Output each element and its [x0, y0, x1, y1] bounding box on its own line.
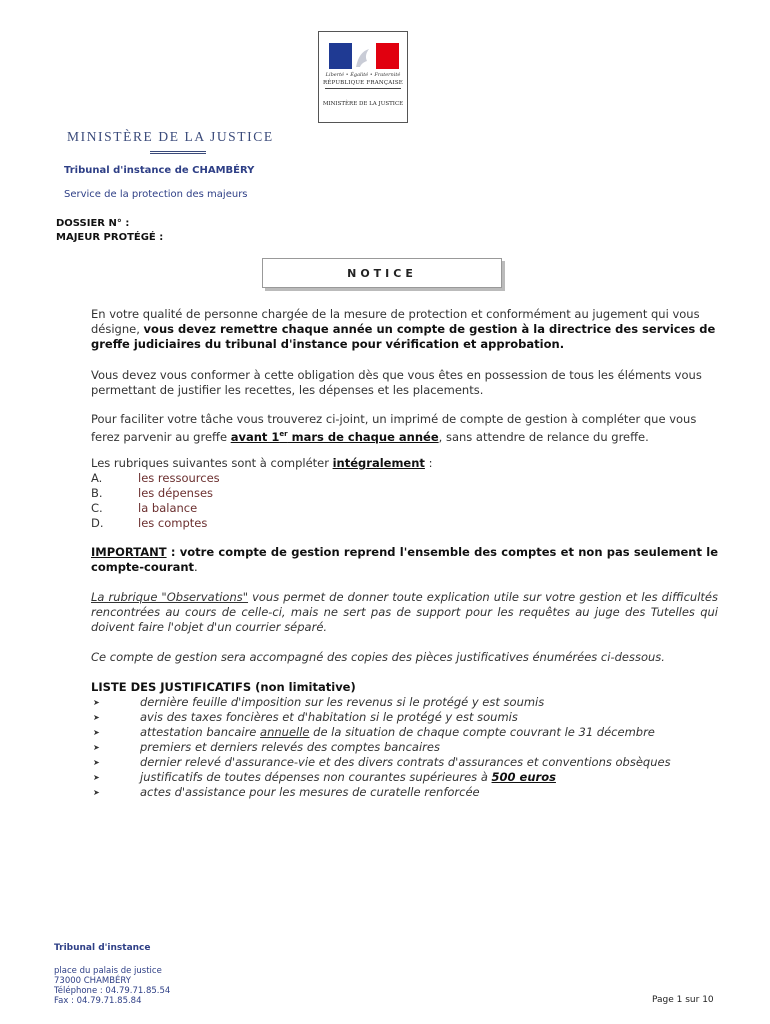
logo-motto: Liberté • Égalité • Fraternité — [325, 72, 401, 78]
footer-phone: Téléphone : 04.79.71.85.54 — [54, 986, 171, 996]
republique-logo — [318, 31, 408, 123]
footer-fax: Fax : 04.79.71.85.84 — [54, 996, 142, 1006]
text-span: attestation bancaire — [140, 725, 261, 739]
text-span: annuelle — [260, 725, 310, 739]
list-text — [140, 725, 655, 740]
superscript: er — [279, 430, 288, 438]
text-span: : — [424, 456, 433, 470]
arrow-bullet-icon: ➤ — [93, 698, 100, 707]
deadline-text — [231, 430, 439, 444]
footer-address-line: place du palais de justice — [54, 966, 162, 976]
text-span: mars de chaque année — [287, 429, 439, 444]
logo-divider — [325, 88, 401, 89]
text-span-bold: 500 euros — [491, 770, 556, 784]
list-letter: C. — [91, 501, 103, 515]
notice-box — [262, 258, 502, 288]
rubriques-list — [91, 471, 220, 531]
notice-title: NOTICE — [347, 266, 417, 280]
list-item — [91, 471, 220, 486]
logo-ministry: MINISTÈRE DE LA JUSTICE — [322, 101, 404, 107]
observations-label: La rubrique "Observations" — [91, 590, 249, 604]
list-text: les ressources — [138, 471, 220, 485]
arrow-bullet-icon: ➤ — [93, 728, 100, 737]
list-text: dernier relevé d'assurance-vie et des divers contrats d'assurances et conventions obsèques — [140, 755, 671, 769]
arrow-bullet-icon: ➤ — [93, 773, 100, 782]
list-text: actes d'assistance pour les mesures de curatelle renforcée — [140, 785, 480, 799]
important-paragraph — [91, 545, 718, 575]
text-span-bold: intégralement — [332, 456, 425, 470]
list-item — [91, 725, 671, 740]
list-text: la balance — [138, 501, 198, 515]
list-letter: D. — [91, 516, 104, 530]
list-text: avis des taxes foncières et d'habitation si le protégé y est soumis — [140, 710, 518, 724]
list-text: les dépenses — [138, 486, 214, 500]
list-item — [91, 740, 671, 755]
footer-address-line: 73000 CHAMBÉRY — [54, 976, 131, 986]
text-span: Pour faciliter votre tâche vous trouverez ci-joint, un imprimé de compte de gestion à compléter que vous ferez parvenir au greffe — [91, 412, 697, 444]
justificatifs-title: LISTE DES JUSTIFICATIFS (non limitative) — [91, 680, 356, 694]
text-span: En votre qualité de personne chargée de la mesure de protection et conformément au jugement qui vous désigne, — [91, 307, 700, 336]
text-span: vous permet de donner toute explication utile sur votre gestion et les difficultés rencontrées au cours de celle-ci, mais ne sert pas de support pour les requêtes au juge des Tutelles qui doivent faire l'objet d'un courrier séparé. — [91, 590, 718, 634]
list-text: premiers et derniers relevés des comptes bancaires — [140, 740, 440, 754]
list-text — [140, 770, 556, 785]
marianne-flag-icon — [329, 43, 399, 69]
paragraph-obligation — [91, 307, 718, 352]
ministere-rule — [150, 153, 206, 154]
footer-tribunal: Tribunal d'instance — [54, 943, 151, 953]
text-span: , sans attendre de relance du greffe. — [438, 429, 649, 444]
list-item — [91, 695, 671, 710]
majeur-field-label: MAJEUR PROTÉGÉ : — [56, 232, 164, 243]
accompagne-paragraph: Ce compte de gestion sera accompagné des copies des pièces justificatives énumérées ci-dessous. — [91, 650, 665, 664]
page-number: Page 1 sur 10 — [652, 995, 714, 1005]
list-item — [91, 710, 671, 725]
justificatifs-list — [91, 695, 671, 800]
list-item — [91, 770, 671, 785]
list-letter: B. — [91, 486, 103, 500]
service-name: Service de la protection des majeurs — [64, 189, 248, 200]
observations-paragraph — [91, 590, 718, 635]
list-letter: A. — [91, 471, 103, 485]
logo-republic: RÉPUBLIQUE FRANÇAISE — [322, 80, 404, 86]
arrow-bullet-icon: ➤ — [93, 713, 100, 722]
text-span: Les rubriques suivantes sont à compléter — [91, 456, 333, 470]
arrow-bullet-icon: ➤ — [93, 743, 100, 752]
important-label: IMPORTANT — [91, 545, 167, 559]
tribunal-name: Tribunal d'instance de CHAMBÉRY — [64, 165, 255, 176]
ministere-rule — [150, 151, 206, 152]
paragraph-conformer: Vous devez vous conformer à cette obligation dès que vous êtes en possession de tous les éléments vous permettant de justifier les recettes, les dépenses et les placements. — [91, 368, 702, 397]
arrow-bullet-icon: ➤ — [93, 758, 100, 767]
text-span: justificatifs de toutes dépenses non courantes supérieures à — [140, 770, 492, 784]
text-span: avant 1 — [230, 429, 280, 444]
list-item — [91, 516, 220, 531]
text-span: . — [194, 560, 198, 574]
list-item — [91, 501, 220, 516]
list-item — [91, 785, 671, 800]
ministere-heading: MINISTÈRE DE LA JUSTICE — [67, 129, 274, 144]
paragraph-faciliter — [91, 412, 718, 445]
list-text: les comptes — [138, 516, 208, 530]
text-span: de la situation de chaque compte couvrant le 31 décembre — [309, 725, 655, 739]
list-text: dernière feuille d'imposition sur les revenus si le protégé y est soumis — [140, 695, 545, 709]
text-span-bold: vous devez remettre chaque année un compte de gestion à la directrice des services de greffe judiciaires du tribunal d'instance pour vérification et approbation. — [91, 322, 716, 351]
paragraph-rubriques — [91, 456, 718, 471]
list-item — [91, 755, 671, 770]
dossier-field-label: DOSSIER N° : — [56, 218, 130, 229]
arrow-bullet-icon: ➤ — [93, 788, 100, 797]
text-span: : votre compte de gestion reprend l'ensemble des comptes et non pas seulement le compte-courant — [91, 545, 718, 574]
list-item — [91, 486, 220, 501]
